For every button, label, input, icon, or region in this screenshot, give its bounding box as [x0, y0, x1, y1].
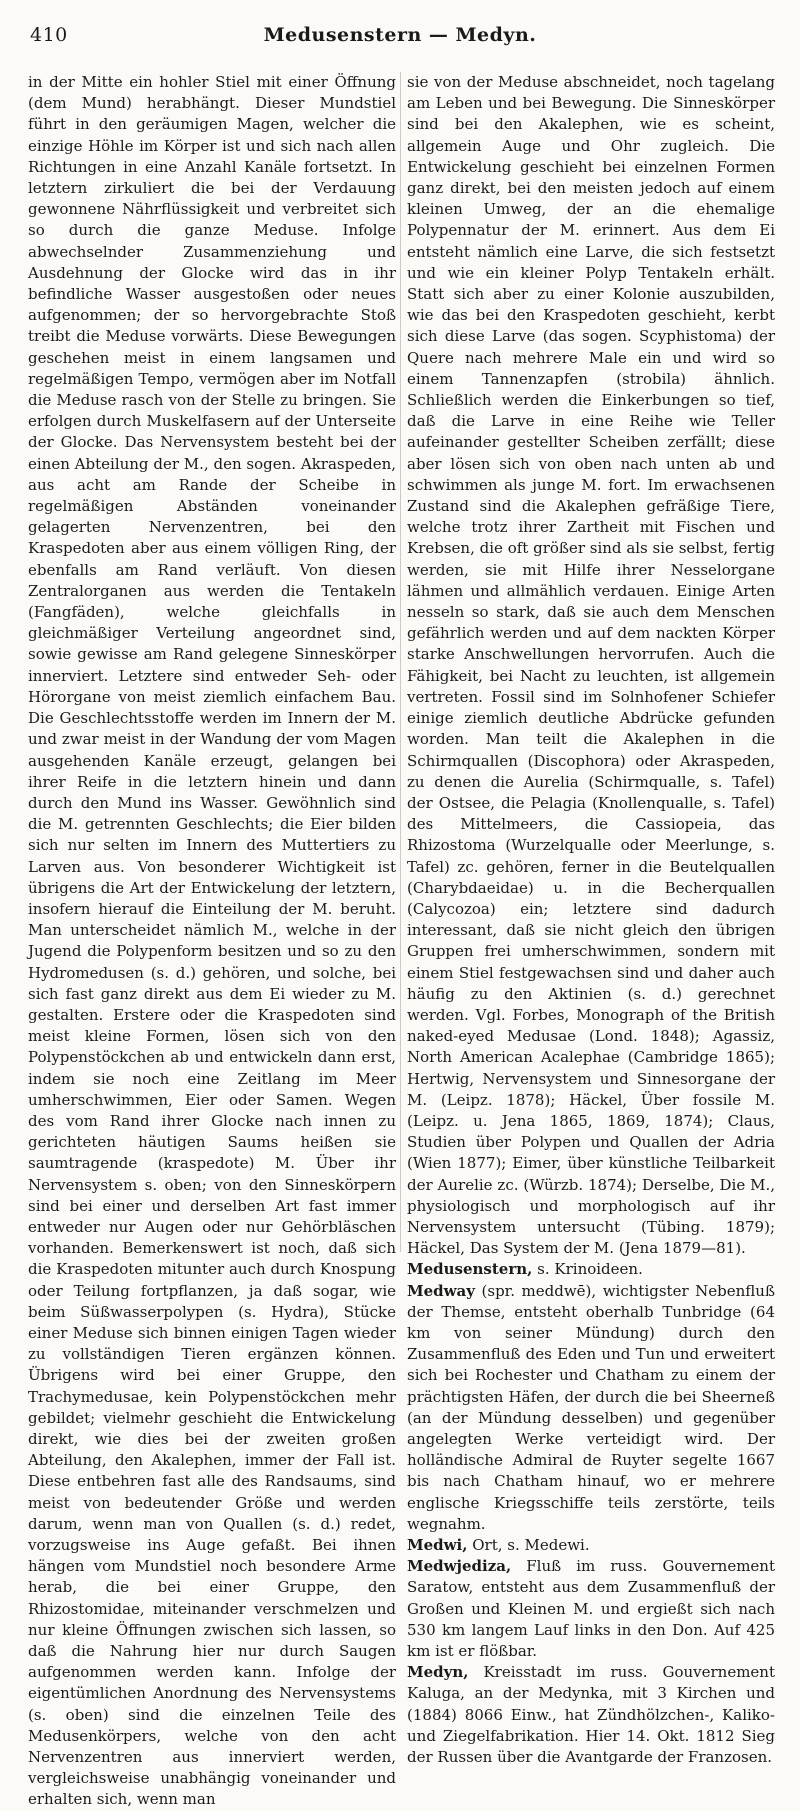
- entry-headword: Medwi,: [407, 1536, 468, 1555]
- entry-body: s. Krinoideen.: [532, 1260, 643, 1279]
- entry-medyn: [407, 1662, 775, 1768]
- entry-medwjediza: [407, 1556, 775, 1662]
- entry-medusenstern: [407, 1259, 775, 1280]
- entry-medwi: [407, 1535, 775, 1556]
- entry-headword: Medyn,: [407, 1663, 469, 1682]
- entry-headword: Medwjediza,: [407, 1557, 512, 1576]
- entry-body: Ort, s. Medewi.: [467, 1536, 590, 1555]
- left-column: [28, 72, 396, 1809]
- entry-headword: Medusenstern,: [407, 1260, 533, 1279]
- left-column-text: in der Mitte ein hohler Stiel mit einer Öffnung (dem Mund) herabhängt. Dieser Mundstiel führt in den geräumigen Magen, welcher die einzige Höhle im Körper ist und sich nach allen Richtungen in eine Anzahl Kanäle fortsetzt. In letztern zirkuliert die bei der Verdauung gewonnene Nährflüssigkeit und verbreitet sich so durch die ganze Meduse. Infolge abwechselnder Zusammenziehung und Ausdehnung der Glocke wird das in ihr befindliche Wasser ausgestoßen oder neues aufgenommen; der so hervorgebrachte Stoß treibt die Meduse vorwärts. Diese Bewegungen geschehen meist in einem langsamen und regelmäßigen Tempo, vermögen aber im Notfall die Meduse rasch von der Stelle zu bringen. Sie erfolgen durch Muskelfasern auf der Unterseite der Glocke. Das Nervensystem besteht bei der einen Abteilung der M., den sogen. Akraspeden, aus acht am Rande der Scheibe in regelmäßigen Abständen voneinander gelagerten Nervenzentren, bei den Kraspedoten aber aus einem völligen Ring, der ebenfalls am Rand verläuft. Von diesen Zentralorganen aus werden die Tentakeln (Fangfäden), welche gleichfalls in gleichmäßiger Verteilung angeordnet sind, sowie gewisse am Rand gelegene Sinneskörper innerviert. Letztere sind entweder Seh- oder Hörorgane von meist ziemlich einfachem Bau. Die Geschlechtsstoffe werden im Innern der M. und zwar meist in der Wandung der vom Magen ausgehenden Kanäle erzeugt, gelangen bei ihrer Reife in die letztern hinein und dann durch den Mund ins Wasser. Gewöhnlich sind die M. getrennten Geschlechts; die Eier bilden sich nur selten im Innern des Muttertiers zu Larven aus. Von besonderer Wichtigkeit ist übrigens die Art der Entwickelung der letztern, insofern hierauf die Einteilung der M. beruht. Man unterscheidet nämlich M., welche in der Jugend die Polypenform besitzen und so zu den Hydromedusen (s. d.) gehören, und solche, bei sich fast ganz direkt aus dem Ei wieder zu M. gestalten. Erstere oder die Kraspedoten sind meist kleine Formen, lösen sich von den Polypenstöckchen ab und entwickeln dann erst, indem sie noch eine Zeitlang im Meer umherschwimmen, Eier oder Samen. Wegen des vom Rand ihrer Glocke nach innen zu gerichteten häutigen Saums heißen sie saumtragende (kraspedote) M. Über ihr Nervensystem s. oben; von den Sinneskörpern sind bei einer und derselben Art fast immer entweder nur Augen oder nur Gehörbläschen vorhanden. Bemerkenswert ist noch, daß sich die Kraspedoten mitunter auch durch Knospung oder Teilung fortpflanzen, ja daß sogar, wie beim Süßwasserpolypen (s. Hydra), Stücke einer Meduse sich binnen einigen Tagen wieder zu vollständigen Tieren ergänzen können. Übrigens wird bei einer Gruppe, den Trachymedusae, kein Polypenstöckchen mehr gebildet; vielmehr geschieht die Entwickelung direkt, wie dies bei der zweiten großen Abteilung, den Akalephen, immer der Fall ist. Diese entbehren fast alle des Randsaums, sind meist von bedeutender Größe und werden darum, wenn man von Quallen (s. d.) redet, vorzugsweise ins Auge gefaßt. Bei ihnen hängen vom Mundstiel noch besondere Arme herab, die bei einer Gruppe, den Rhizostomidae, miteinander verschmelzen und nur kleine Öffnungen zwischen sich lassen, so daß die Nahrung hier nur durch Saugen aufgenommen werden kann. Infolge der eigentümlichen Anordnung des Nervensystems (s. oben) sind die einzelnen Teile des Medusenkörpers, welche von den acht Nervenzentren aus innerviert werden, vergleichsweise unabhängig voneinander und erhalten sich, wenn man: [28, 73, 396, 1809]
- entry-headword: Medway: [407, 1281, 475, 1300]
- page-header: [30, 22, 770, 52]
- right-column-continuation: sie von der Meduse abschneidet, noch tagelang am Leben und bei Bewegung. Die Sinneskörper sind bei den Akalephen, wie es scheint, allgemein Auge und Ohr zugleich. Die Entwickelung geschieht bei einzelnen Formen ganz direkt, bei den meisten jedoch auf einem kleinen Umweg, der an die ehemalige Polypennatur der M. erinnert. Aus dem Ei entsteht nämlich eine Larve, die sich festsetzt und wie ein kleiner Polyp Tentakeln erhält. Statt sich aber zu einer Kolonie auszubilden, wie das bei den Kraspedoten geschieht, kerbt sich diese Larve (das sogen. Scyphistoma) der Quere nach mehrere Male ein und wird so einem Tannenzapfen (strobila) ähnlich. Schließlich werden die Einkerbungen so tief, daß die Larve in eine Reihe wie Teller aufeinander gestellter Scheiben zerfällt; diese aber lösen sich von oben nach unten ab und schwimmen als junge M. fort. Im erwachsenen Zustand sind die Akalephen gefräßige Tiere, welche trotz ihrer Zartheit mit Fischen und Krebsen, die oft größer sind als sie selbst, fertig werden, sie mit Hilfe ihrer Nesselorgane lähmen und allmählich verdauen. Einige Arten nesseln so stark, daß sie auch dem Menschen gefährlich werden und auf dem nackten Körper starke Anschwellungen hervorrufen. Auch die Fähigkeit, bei Nacht zu leuchten, ist allgemein vertreten. Fossil sind im Solnhofener Schiefer einige ziemlich deutliche Abdrücke gefunden worden. Man teilt die Akalephen in die Schirmquallen (Discophora) oder Akraspeden, zu denen die Aurelia (Schirmqualle, s. Tafel) der Ostsee, die Pelagia (Knollenqualle, s. Tafel) des Mittelmeers, die Cassiopeia, das Rhizostoma (Wurzelqualle oder Meerlunge, s. Tafel) zc. gehören, ferner in die Beutelquallen (Charybdaeidae) u. in die Becherquallen (Calycozoa) ein; letztere sind dadurch interessant, daß sie nicht gleich den übrigen Gruppen frei umherschwimmen, sondern mit einem Stiel festgewachsen sind und daher auch häufig zu den Aktinien (s. d.) gerechnet werden. Vgl. Forbes, Monograph of the British naked-eyed Medusae (Lond. 1848); Agassiz, North American Acalephae (Cambridge 1865); Hertwig, Nervensystem und Sinnesorgane der M. (Leipz. 1878); Häckel, Über fossile M. (Leipz. u. Jena 1865, 1869, 1874); Claus, Studien über Polypen und Quallen der Adria (Wien 1877); Eimer, über künstliche Teilbarkeit der Aurelie zc. (Würzb. 1874); Derselbe, Die M., physiologisch und morphologisch auf ihr Nervensystem untersucht (Tübing. 1879); Häckel, Das System der M. (Jena 1879—81).: [407, 73, 775, 1258]
- entry-body: Kreisstadt im russ. Gouvernement Kaluga, an der Medynka, mit 3 Kirchen und (1884) 8066 Einw., hat Zündhölzchen-, Kaliko- und Ziegelfabrikation. Hier 14. Okt. 1812 Sieg der Russen über die Avantgarde der Franzosen.: [407, 1663, 775, 1767]
- page-number: 410: [30, 24, 68, 46]
- entry-body: Fluß im russ. Gouvernement Saratow, entsteht aus dem Zusammenfluß der Großen und Kleinen M. und ergießt sich nach 530 km langem Lauf links in den Don. Auf 425 km ist er flößbar.: [407, 1557, 775, 1661]
- running-title: Medusenstern — Medyn.: [263, 24, 537, 46]
- entry-medway: [407, 1281, 775, 1535]
- entry-body: (spr. meddwē), wichtigster Nebenfluß der Themse, entsteht oberhalb Tunbridge (64 km von seiner Mündung) durch den Zusammenfluß des Eden und Tun und erweitert sich bei Rochester und Chatham zu einem der prächtigsten Häfen, der durch die bei Sheerneß (an der Mündung desselben) und gegenüber angelegten Werke verteidigt wird. Der holländische Admiral de Ruyter segelte 1667 bis nach Chatham hinauf, wo er mehrere englische Kriegsschiffe teils zerstörte, teils wegnahm.: [407, 1281, 775, 1533]
- column-divider: [400, 72, 401, 1252]
- right-column: [407, 72, 775, 1767]
